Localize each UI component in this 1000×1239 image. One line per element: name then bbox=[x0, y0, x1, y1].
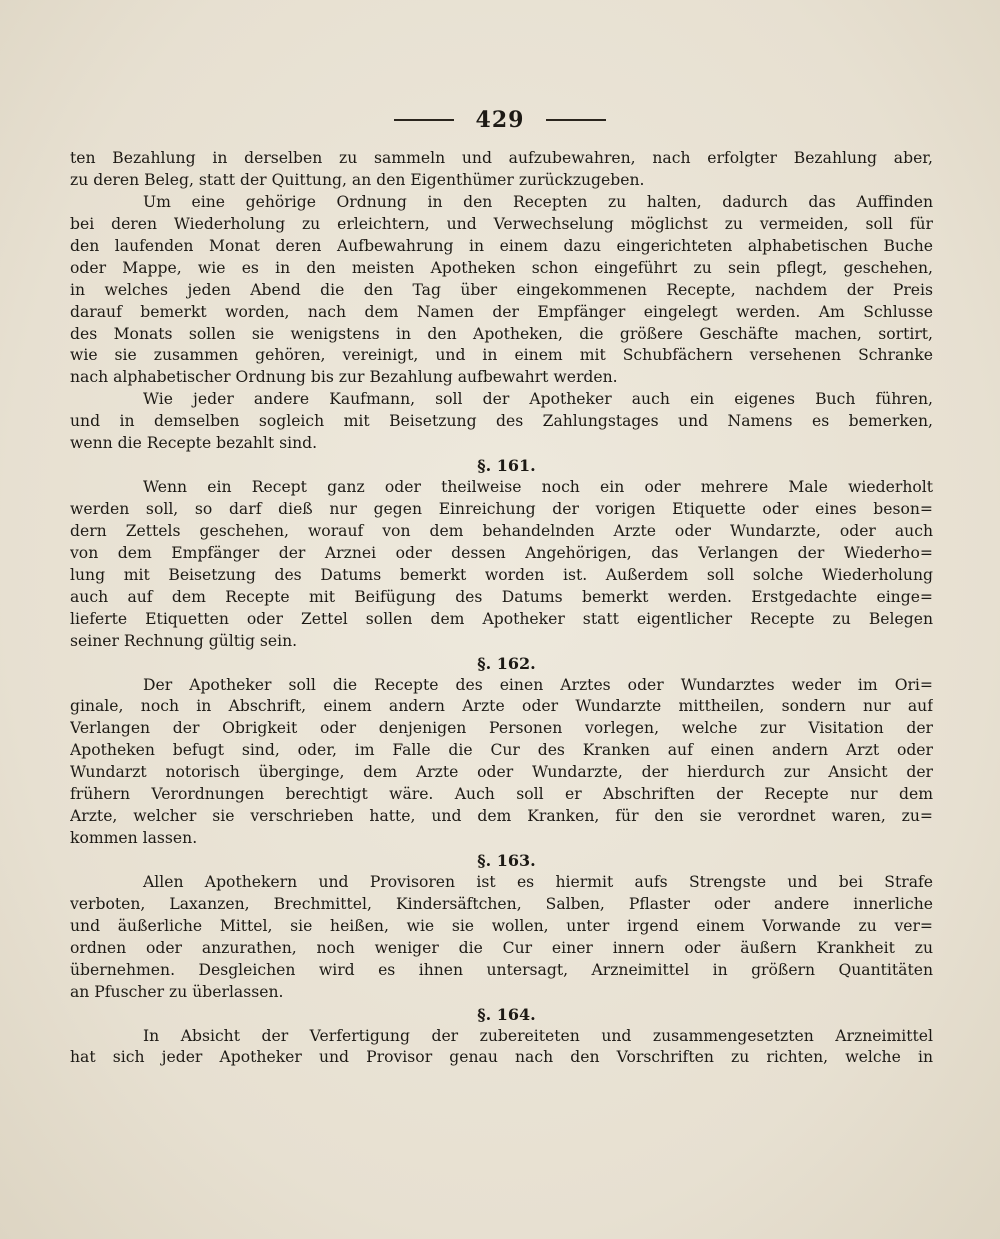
body-text bbox=[70, 148, 933, 1069]
text-line: dern Zettels geschehen, worauf von dem behandelnden Arzte oder Wundarzte, oder auch bbox=[70, 521, 933, 540]
header-rule-left bbox=[394, 119, 454, 121]
text-line: an Pfuscher zu überlassen. bbox=[70, 982, 284, 1001]
text-line: ginale, noch in Abschrift, einem andern Arzte oder Wundarzte mittheilen, sondern nur auf bbox=[70, 697, 933, 716]
text-line: darauf bemerkt worden, nach dem Namen der Empfänger eingelegt werden. Am Schlusse bbox=[70, 302, 933, 321]
section-heading-164: §. 164. bbox=[477, 1004, 536, 1024]
text-line: verboten, Laxanzen, Brechmittel, Kindersäftchen, Salben, Pflaster oder andere innerliche bbox=[70, 894, 933, 913]
text-line: zu deren Beleg, statt der Quittung, an den Eigenthümer zurückzugeben. bbox=[70, 170, 645, 189]
text-line: seiner Rechnung gültig sein. bbox=[70, 631, 298, 650]
text-line: des Monats sollen sie wenigstens in den Apotheken, die größere Geschäfte machen, sortirt, bbox=[70, 324, 933, 343]
page-header bbox=[0, 100, 1000, 140]
section-heading-161: §. 161. bbox=[477, 456, 536, 476]
text-line: und äußerliche Mittel, sie heißen, wie sie wollen, unter irgend einem Vorwande zu ver= bbox=[70, 916, 933, 935]
text-line: oder Mappe, wie es in den meisten Apotheken schon eingeführt zu sein pflegt, geschehen, bbox=[70, 258, 933, 277]
text-line: von dem Empfänger der Arznei oder dessen Angehörigen, das Verlangen der Wiederho= bbox=[70, 543, 933, 562]
text-line: in welches jeden Abend die den Tag über eingekommenen Recepte, nachdem der Preis bbox=[70, 280, 933, 299]
page-number: 429 bbox=[475, 107, 525, 133]
text-line: Wundarzt notorisch überginge, dem Arzte oder Wundarzte, der hierdurch zur Ansicht der bbox=[70, 763, 933, 782]
section-heading-163: §. 163. bbox=[477, 851, 536, 870]
text-line: übernehmen. Desgleichen wird es ihnen untersagt, Arzneimittel in größern Quantitäten bbox=[70, 960, 933, 979]
header-rule-right bbox=[546, 119, 606, 121]
text-line: Der Apotheker soll die Recepte des einen Arztes oder Wundarztes weder im Ori= bbox=[143, 675, 933, 694]
text-line: nach alphabetischer Ordnung bis zur Bezahlung aufbewahrt werden. bbox=[70, 368, 618, 387]
text-line: Wie jeder andere Kaufmann, soll der Apotheker auch ein eigenes Buch führen, bbox=[143, 390, 933, 409]
text-line: werden soll, so darf dieß nur gegen Einreichung der vorigen Etiquette oder eines beson= bbox=[70, 500, 933, 518]
text-line: auch auf dem Recepte mit Beifügung des Datums bemerkt werden. Erstgedachte einge= bbox=[70, 587, 933, 606]
text-line: In Absicht der Verfertigung der zubereiteten und zusammengesetzten Arzneimittel bbox=[143, 1026, 933, 1045]
text-line: kommen lassen. bbox=[70, 829, 198, 848]
text-line: Verlangen der Obrigkeit oder denjenigen Personen vorlegen, welche zur Visitation der bbox=[70, 719, 933, 738]
text-line: Allen Apothekern und Provisoren ist es hiermit aufs Strengste und bei Strafe bbox=[143, 872, 933, 891]
text-line: Apotheken befugt sind, oder, im Falle die Cur des Kranken auf einen andern Arzt oder bbox=[70, 741, 933, 760]
section-heading-162: §. 162. bbox=[477, 653, 536, 673]
text-line: ordnen oder anzurathen, noch weniger die Cur einer innern oder äußern Krankheit zu bbox=[70, 938, 933, 957]
text-line: und in demselben sogleich mit Beisetzung des Zahlungstages und Namens es bemerken, bbox=[70, 412, 933, 431]
text-line: Um eine gehörige Ordnung in den Recepten zu halten, dadurch das Auffinden bbox=[143, 192, 933, 211]
text-line: ten Bezahlung in derselben zu sammeln und aufzubewahren, nach erfolgter Bezahlung aber, bbox=[70, 149, 933, 167]
text-line: wenn die Recepte bezahlt sind. bbox=[70, 434, 318, 453]
text-line: bei deren Wiederholung zu erleichtern, und Verwechselung möglichst zu vermeiden, soll für bbox=[70, 214, 933, 233]
text-line: Wenn ein Recept ganz oder theilweise noch ein oder mehrere Male wiederholt bbox=[143, 478, 933, 497]
text-line: frühern Verordnungen berechtigt wäre. Auch soll er Abschriften der Recepte nur dem bbox=[70, 785, 933, 804]
text-line: hat sich jeder Apotheker und Provisor genau nach den Vorschriften zu richten, welche in bbox=[70, 1048, 933, 1067]
text-line: Arzte, welcher sie verschrieben hatte, und dem Kranken, für den sie verordnet waren, zu= bbox=[70, 807, 933, 826]
text-line: den laufenden Monat deren Aufbewahrung in einem dazu eingerichteten alphabetischen Buche bbox=[70, 236, 933, 255]
text-line: lieferte Etiquetten oder Zettel sollen dem Apotheker statt eigentlicher Recepte zu Belegen bbox=[70, 609, 933, 628]
text-line: wie sie zusammen gehören, vereinigt, und in einem mit Schubfächern versehenen Schranke bbox=[70, 346, 933, 365]
text-line: lung mit Beisetzung des Datums bemerkt worden ist. Außerdem soll solche Wiederholung bbox=[70, 565, 933, 584]
